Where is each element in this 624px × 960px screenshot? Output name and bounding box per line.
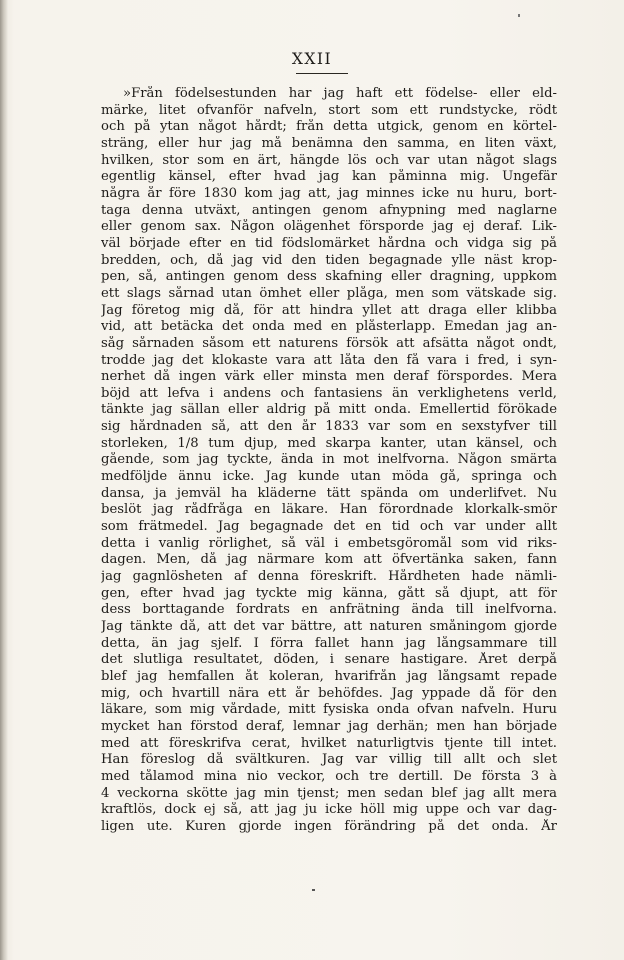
text-line: såg sårnaden såsom ett naturens försök att afsätta något ondt, [101,335,557,351]
text-line: sig hårdnaden så, att den år 1833 var som en sexstyfver till [101,419,557,435]
text-line: ett slags sårnad utan ömhet eller plåga, men som vätskade sig. [101,285,557,301]
text-line: kraftlös, dock ej så, att jag ju icke höll mig uppe och var dag- [101,802,557,818]
text-line: egentlig känsel, efter hvad jag kan påminna mig. Ungefär [101,169,557,185]
text-line: pen, så, antingen genom dess skafning eller dragning, uppkom [101,269,557,285]
text-line: gen, efter hvad jag tyckte mig känna, gått så djupt, att för [101,585,557,601]
body-text [101,86,557,836]
text-line: Jag tänkte då, att det var bättre, att naturen småningom gjorde [101,619,557,634]
text-line: med tålamod mina nio veckor, och tre dertill. De första 3 à [101,768,557,784]
text-line: dagen. Men, då jag närmare kom att öfvertänka saken, fann [101,552,557,568]
header-rule [296,73,348,74]
text-line: böjd att lefva i andens och fantasiens än verklighetens verld, [101,385,557,401]
text-line: Han föreslog då svältkuren. Jag var villig till allt och slet [101,752,557,768]
text-line: läkare, som mig vårdade, mitt fysiska onda ofvan nafveln. Huru [101,702,557,718]
text-line: sträng, eller hur jag må benämna den samma, en liten växt, [101,135,557,151]
text-line: märke, litet ofvanför nafveln, stort som ett rundstycke, rödt [101,102,557,118]
text-line: medföljde ännu icke. Jag kunde utan möda gå, springa och [101,469,557,485]
text-line: 4 veckorna skötte jag min tjenst; men sedan blef jag allt mera [101,785,557,801]
text-line: hvilken, stor som en ärt, hängde lös och var utan något slags [101,152,557,168]
text-line: och på ytan något hårdt; från detta utgick, genom en körtel- [101,119,557,135]
text-line: gående, som jag tyckte, ända in mot inelfvorna. Någon smärta [101,452,557,468]
text-line: det slutliga resultatet, döden, i senare hastigare. Året derpå [101,652,557,668]
text-line: detta i vanlig rörlighet, så väl i embetsgöromål som vid riks- [101,535,557,551]
text-line: nerhet då ingen värk eller minsta men deraf förspordes. Mera [101,369,557,385]
speck-mark [518,14,520,17]
text-line: vid, att betäcka det onda med en plåsterlapp. Emedan jag an- [101,319,557,335]
text-line: mig, och hvartill nära ett år behöfdes. Jag yppade då för den [101,685,557,701]
binding-edge [0,0,8,960]
text-line: detta, än jag sjelf. I förra fallet hann jag långsammare till [101,635,557,651]
text-line: trodde jag det klokaste vara att låta den få vara i fred, i syn- [101,352,557,368]
text-line: »Från födelsestunden har jag haft ett födelse- eller eld- [123,86,557,101]
text-line: ligen ute. Kuren gjorde ingen förändring på det onda. År [101,818,557,834]
text-line: blef jag hemfallen åt koleran, hvarifrån jag långsamt repade [101,668,557,684]
text-line: bredden, och, då jag vid den tiden begagnade ylle näst krop- [101,252,557,268]
text-line: väl började efter en tid födslomärket hårdna och vidga sig på [101,235,557,251]
text-line: dansa, ja jemväl ha kläderne tätt spända om underlifvet. Nu [101,485,557,501]
text-line: taga denna utväxt, antingen genom afnypning med naglarne [101,202,557,218]
text-line: några år före 1830 kom jag att, jag minnes icke nu huru, bort- [101,185,557,201]
text-line: tänkte jag sällan eller aldrig på mitt onda. Emellertid förökade [101,402,557,418]
page-number: XXII [291,50,333,68]
text-line: som frätmedel. Jag begagnade det en tid och var under allt [101,519,557,535]
text-line: mycket han förstod deraf, lemnar jag derhän; men han började [101,718,557,734]
text-line: eller genom sax. Någon olägenhet försporde jag ej deraf. Lik- [101,219,557,235]
text-line: beslöt jag rådfråga en läkare. Han förordnade klorkalk-smör [101,502,557,518]
speck-mark [312,889,315,891]
text-line: dess borttagande fordrats en anfrätning ända till inelfvorna. [101,602,557,618]
text-line: jag gagnlösheten af denna föreskrift. Hårdheten hade nämli- [101,569,557,585]
text-line: storleken, 1/8 tum djup, med skarpa kanter, utan känsel, och [101,435,557,451]
text-line: Jag företog mig då, för att hindra yllet att draga eller klibba [101,302,557,318]
text-line: med att föreskrifva cerat, hvilket naturligtvis tjente till intet. [101,735,557,751]
